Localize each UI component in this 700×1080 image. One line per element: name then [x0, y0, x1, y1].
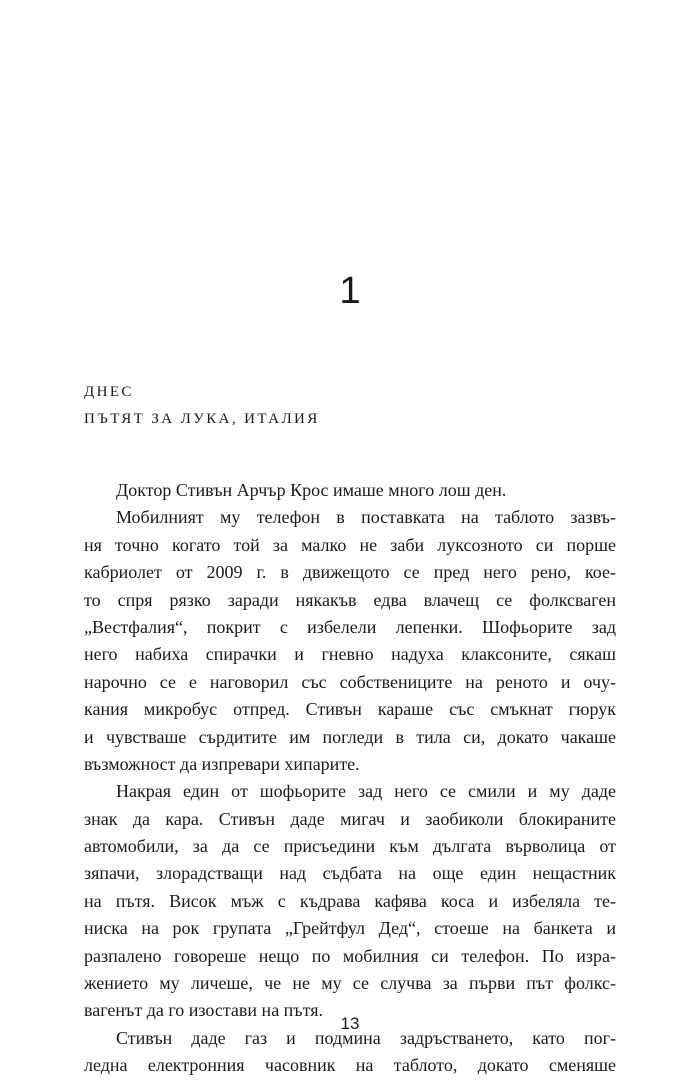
text-line: възможност да изпревари хипарите.	[84, 753, 360, 774]
text-line: вагенът да го изостави на пътя.	[84, 1000, 324, 1021]
text-line: на пътя. Висок мъж с къдрава кафява коса и избеляла те-	[84, 890, 616, 911]
chapter-number: 1	[339, 270, 361, 312]
text-line: кания микробус отпред. Стивън караше със смъкнат гюрук	[84, 699, 616, 720]
text-line: нарочно се е наговорил със собствениците на реното и очу-	[84, 671, 616, 692]
text-line: Мобилният му телефон в поставката на таблото зазвъ-	[116, 507, 616, 528]
text-line: автомобили, за да се присъедини към дългата върволица от	[84, 836, 616, 857]
text-line: кабриолет от 2009 г. в движещото се пред него рено, кое-	[84, 562, 616, 583]
text-line: знак да кара. Стивън даде мигач и заобиколи блокираните	[84, 808, 616, 829]
text-line: ниска на рок групата „Грейтфул Дед“, стоеше на банкета и	[84, 918, 616, 939]
page-number: 13	[340, 1014, 360, 1033]
text-line: и чувстваше сърдитите им погледи в тила си, докато чакаше	[84, 726, 616, 747]
text-line: ня точно когато той за малко не заби луксозното си порше	[84, 534, 616, 555]
text-line: то спря рязко заради някакъв едва влачещ се фолксваген	[84, 589, 616, 610]
text-line: него набиха спирачки и гневно надуха клаксоните, сякаш	[84, 644, 616, 665]
text-line: ледна електронния часовник на таблото, докато сменяше	[84, 1055, 616, 1076]
text-line: Накрая един от шофьорите зад него се смили и му даде	[116, 781, 616, 802]
body-text	[84, 477, 616, 1080]
text-line: разпалено говореше нещо по мобилния си телефон. По изра-	[84, 945, 616, 966]
text-line: жението му личеше, че не му се случва за първи път фолкс-	[84, 973, 616, 994]
section-heading-place: ПЪТЯТ ЗА ЛУКА, ИТАЛИЯ	[84, 411, 320, 427]
text-line: Доктор Стивън Арчър Крос имаше много лош ден.	[116, 480, 507, 500]
section-heading-time: ДНЕС	[84, 384, 134, 400]
text-line: Стивън даде газ и подмина задръстването, като пог-	[116, 1027, 616, 1048]
text-line: зяпачи, злорадстващи над съдбата на още един нещастник	[84, 863, 616, 884]
text-line: „Вестфалия“, покрит с избелели лепенки. Шофьорите зад	[84, 616, 616, 637]
